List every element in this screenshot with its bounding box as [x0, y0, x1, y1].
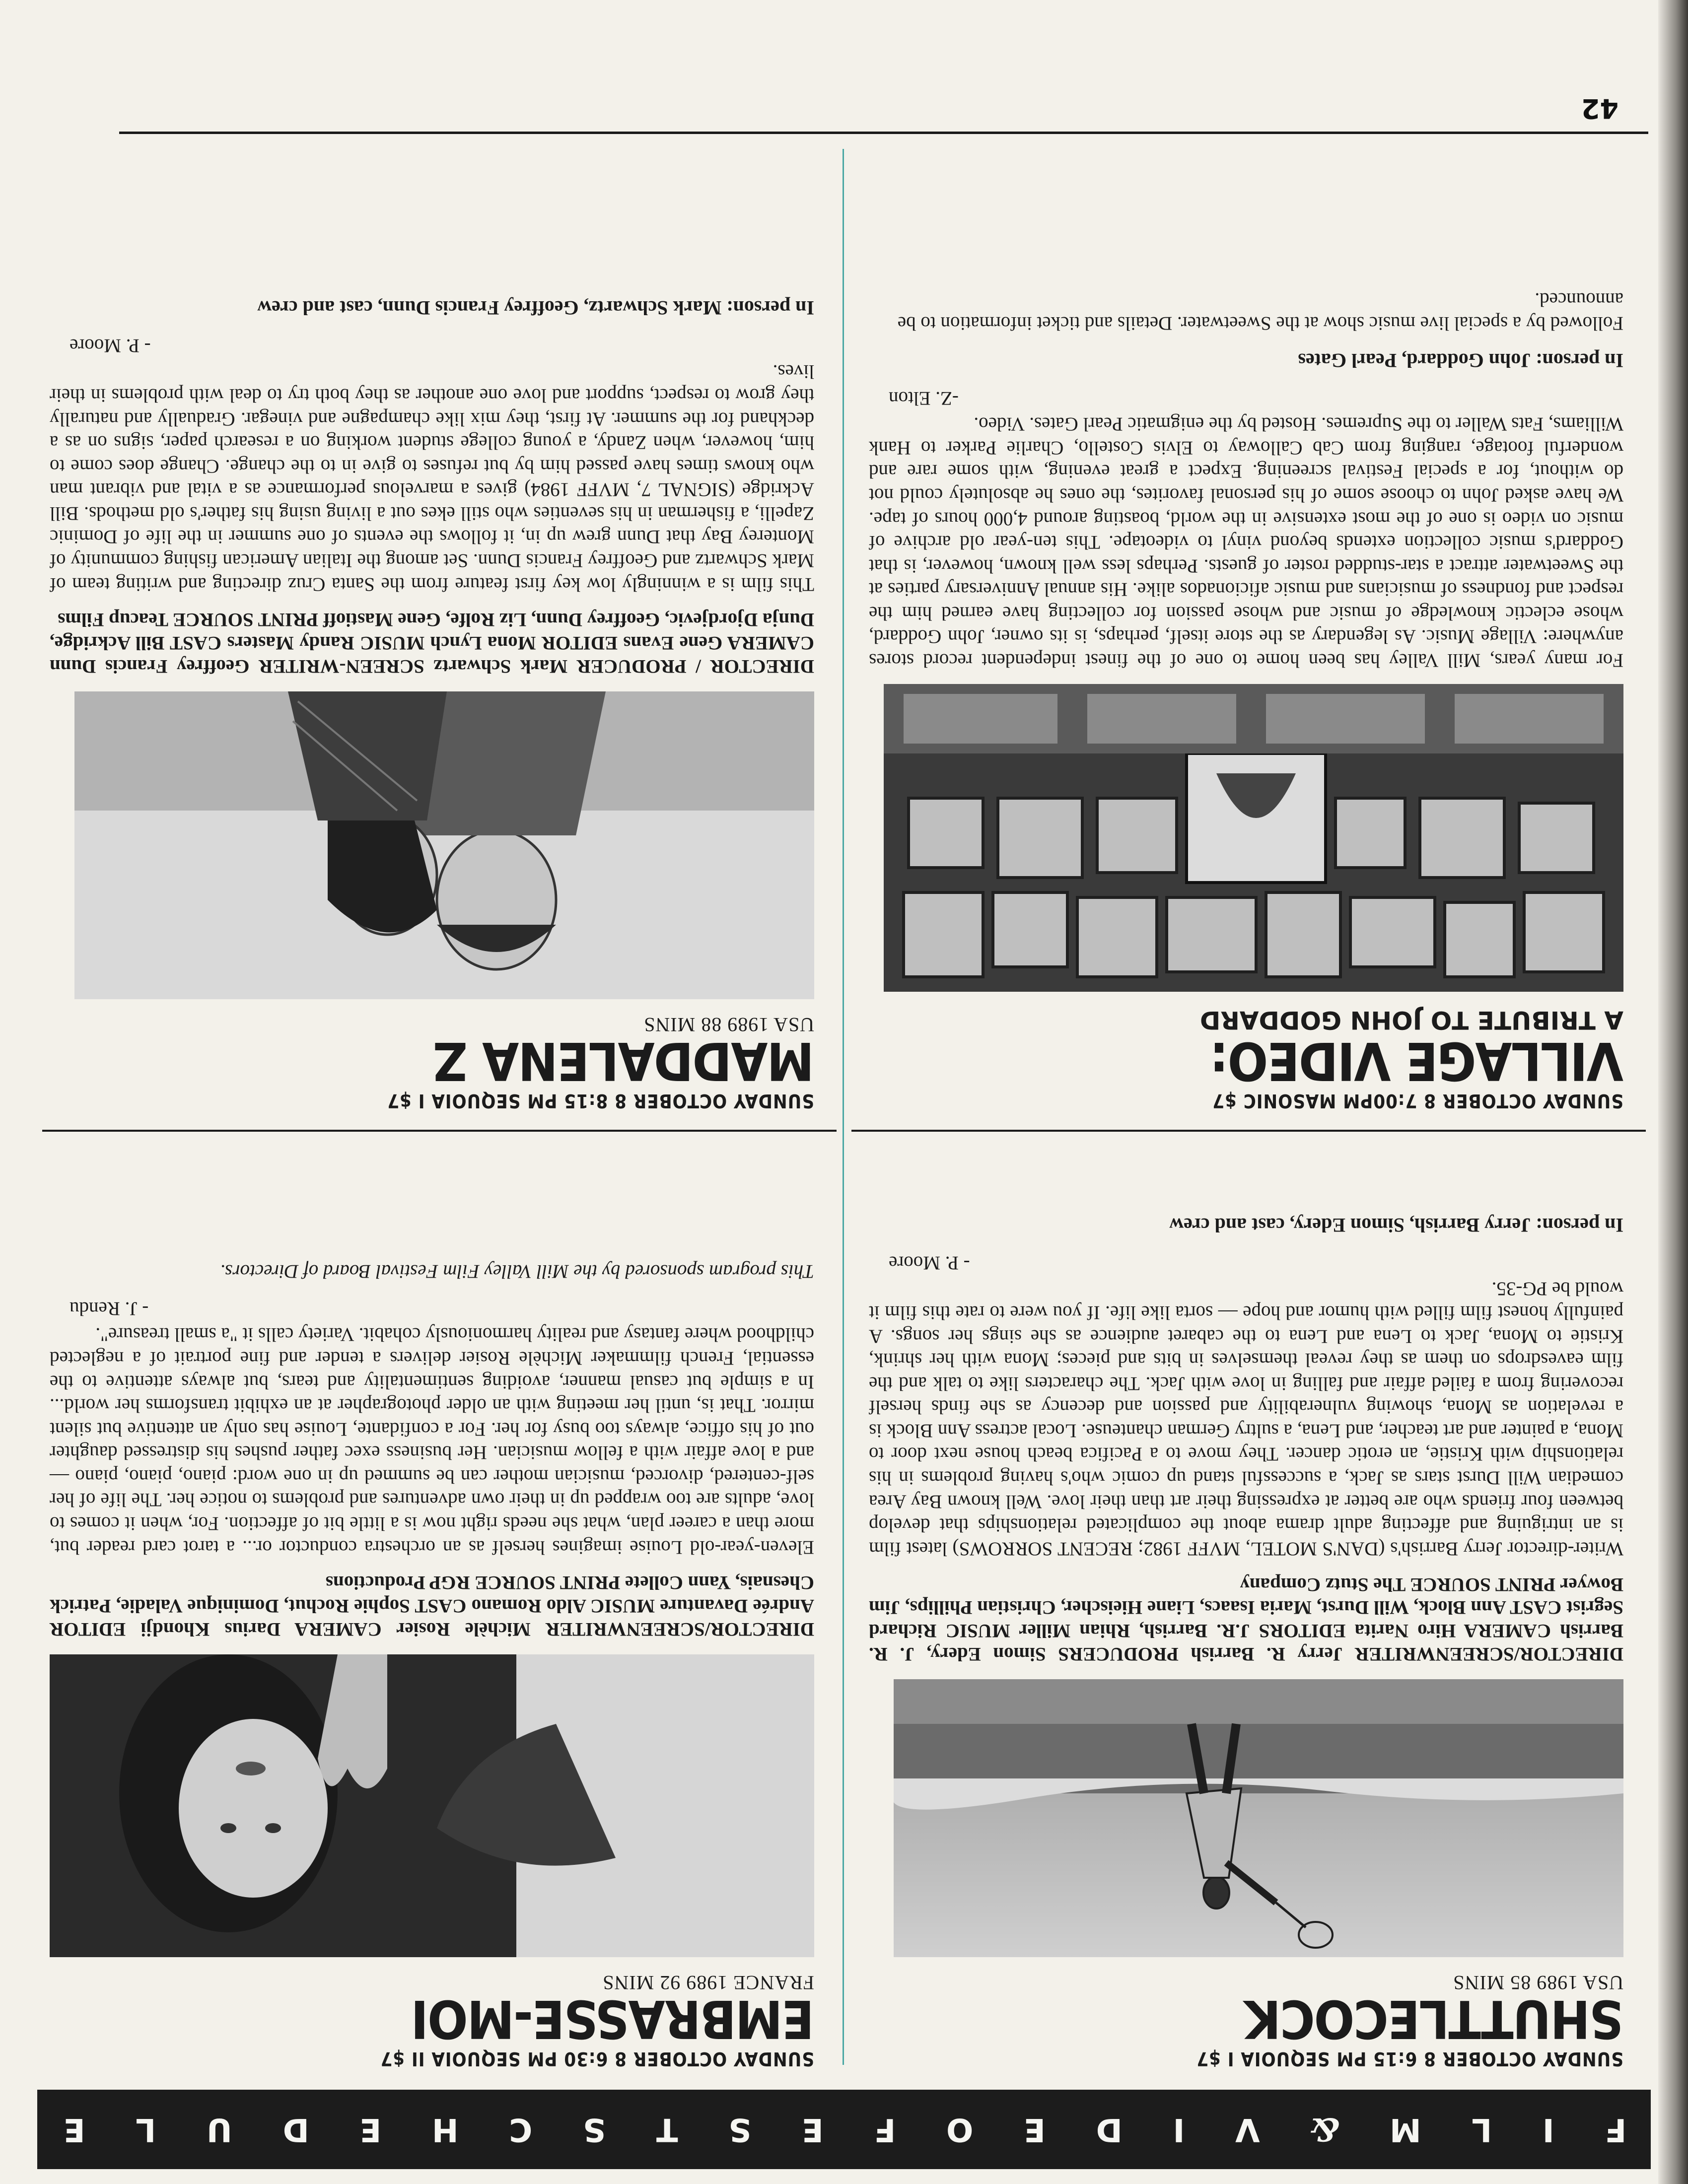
- film-entry-maddalena-z: [50, 296, 814, 1112]
- banner-letter: I: [1171, 2111, 1185, 2148]
- banner-letter: F: [1603, 2111, 1627, 2148]
- banner-letter: E: [61, 2111, 85, 2148]
- banner-letter: E: [800, 2111, 824, 2148]
- girl-portrait-photo: [50, 1654, 814, 1957]
- banner-letter: S: [580, 2111, 606, 2148]
- festival-schedule-banner: [37, 2090, 1651, 2169]
- film-meta: FRANCE 1989 92 MINS: [602, 1972, 814, 1994]
- banner-letter: E: [357, 2111, 382, 2148]
- reviewer-byline: - P. Moore: [70, 335, 151, 356]
- row-divider: [851, 1130, 1646, 1132]
- banner-letter: V: [1233, 2111, 1260, 2148]
- showtime: SUNDAY OCTOBER 8 7:00PM MASONIC $7: [1212, 1090, 1623, 1112]
- film-meta: USA 1989 88 MINS: [643, 1014, 814, 1036]
- banner-letter: F: [872, 2111, 896, 2148]
- reviewer-byline: -Z. Elton: [889, 387, 959, 409]
- film-subtitle: A TRIBUTE TO JOHN GODDARD: [1199, 1006, 1623, 1034]
- banner-letter: T: [654, 2111, 678, 2148]
- in-person-guests: In person: Jerry Barrish, Simon Edery, cast and crew: [1169, 1214, 1623, 1236]
- footer-rule: [119, 132, 1648, 134]
- banner-letter: I: [1540, 2111, 1554, 2148]
- film-synopsis: Eleven-year-old Louise imagines herself as an orchestra conductor or... a tarot card reader but, more than a career plan, what she needs right now is a little bit of affection. For, when it comes to love, adults are too wrapped up in their own adventures and problems to notice her. The life of her self-centered, divorced, musician mother can be summed up in one word: piano, piano, piano — and a love affair with a fellow musician. Her business exec father pushes his distressed daughter out of his office, always too busy for her. For a confidante, Louise has only an attentive but silent mirror. That is, until her meeting with an older photographer at an exhibit transforms her world... In a simple but casual manner, avoiding sentimentality and tears, but always attentive to the essential, French filmmaker Michèle Rosier delivers a tender and fine portrait of a neglected childhood where fantasy and reality harmoniously cohabit. Variety calls it "a small treasure".: [50, 1324, 814, 1558]
- film-credits: DIRECTOR/SCREENWRITER Jerry R. Barrish PRODUCERS Simon Edery, J. R. Barrish CAMERA Hiro Narita EDITORS J.R. Barrish, Rhian Miller MUSIC Richard Segrist CAST Ann Block, Will Durst, Maria Isaacs, Liane Hieischer, Christian Phillips, Jim Bowyer PRINT SOURCE The Stutz Company: [869, 1573, 1623, 1665]
- record-store-photo: [884, 684, 1623, 992]
- showtime: SUNDAY OCTOBER 8 6:15 PM SEQUOIA I $7: [1196, 2048, 1623, 2070]
- banner-letter: E: [1022, 2111, 1046, 2148]
- banner-letter: O: [944, 2111, 974, 2148]
- page-edge-shadow: [1658, 0, 1688, 2184]
- banner-letter: C: [507, 2111, 533, 2148]
- badminton-player-photo: [894, 1679, 1623, 1957]
- banner-letter: H: [429, 2111, 459, 2148]
- followup-note: Followed by a special live music show at the Sweetwater. Details and ticket information to be announced.: [897, 289, 1623, 334]
- row-divider: [42, 1130, 837, 1132]
- banner-letter: &: [1308, 2111, 1339, 2148]
- banner-letter: M: [1387, 2111, 1421, 2148]
- banner-letter: D: [1094, 2111, 1123, 2148]
- banner-letter: L: [1470, 2111, 1492, 2148]
- column-divider: [843, 149, 844, 2065]
- film-title: MADDALENA Z: [434, 1030, 814, 1092]
- in-person-guests: In person: John Goddard, Pearl Gates: [1298, 349, 1623, 372]
- film-synopsis: Writer-director Jerry Barrish's (DAN'S MOTEL, MVFF 1982; RECENT SORROWS) latest film is an intriguing and affecting adult drama about the complicated relationships that develop between four friends who are better at expressing their art than their love. Well known Bay Area comedian Will Durst stars as Jack, a successful stand up comic who's having problems in his relationship with Kristie, an erotic dancer. They move to a Pacifica beach house next door to Mona, a painter and art teacher, and Lena, a sultry German chanteuse. Local actress Ann Block is a revelation as Mona, showing vulnerability and passion and decency as she finds herself recovering from a failed affair and falling in love with Jack. The characters like to talk and the film eavesdrops on them as they reveal themselves in bits and pieces; Mona with her shrink, Kristie to Mona, Jack to Lena and Lena to the cabaret audience as she sings her songs. A painfully honest film filled with humor and hope — sorta like life. If you were to rate this film it would be PG-35.: [869, 1278, 1623, 1560]
- film-meta: USA 1989 85 MINS: [1453, 1972, 1623, 1994]
- film-synopsis: This film is a winningly low key first feature from the Santa Cruz directing and writing team of Mark Schwartz and Geoffrey Francis Dunn. Set among the Italian American fishing community of Monterey Bay that Dunn grew up in, it follows the events of one summer in the life of Dominic Zapelli, a fisherman in his seventies who still ekes out a living using his father's old methods. Bill Ackridge (SIGNAL 7, MVFF 1984) gives a marvelous performance as a vital and vibrant man who knows times have passed him by but refuses to give in to the change. Change does come to him, however, when Zandy, a young college student working on a research paper, signs on as a deckhand for the summer. At first, they mix like champagne and vinegar. Gradually and naturally they grow to respect, support and love one another as they both try to deal with problems in their lives.: [50, 361, 814, 595]
- banner-letter: L: [134, 2111, 156, 2148]
- film-credits: DIRECTOR / PRODUCER Mark Schwartz SCREEN-WRITER Geoffrey Francis Dunn CAMERA Gene Evans EDITOR Mona Lynch MUSIC Randy Masters CAST Bill Ackridge, Dunja Djordjevic, Geoffrey Dunn, Liz Rolfe, Gene Mastioff PRINT SOURCE Teacup Films: [50, 609, 814, 677]
- film-title: EMBRASSE-MOI: [412, 1988, 814, 2049]
- banner-letter: S: [726, 2111, 752, 2148]
- film-title: SHUTTLECOCK: [1245, 1988, 1623, 2049]
- showtime: SUNDAY OCTOBER 8 6:30 PM SEQUOIA II $7: [380, 2048, 814, 2070]
- reviewer-byline: - J. Rendu: [70, 1297, 149, 1319]
- sponsor-note: This program sponsored by the Mill Valley Film Festival Board of Directors.: [220, 1260, 814, 1282]
- film-synopsis: For many years, Mill Valley has been home to one of the finest independent record stores anywhere: Village Music. As legendary as the store itself, perhaps, is its owner, John Goddard, whose eclectic knowledge of music and whose passion for collecting have earned him the respect and fondness of musicians and music aficionados alike. His annual Anniversary parties at the Sweetwater attract a star-studded roster of guests. Perhaps less well known, however, is that Goddard's music collection extends beyond vinyl to videotape. This ten-year old archive of music on video is one of the most extensive in the world, boasting around 4,000 hours of tape. We have asked John to choose some of his personal favorites, the ones he absolutely could not do without, for a special Festival screening. Expect a great evening, with some rare and wonderful footage, ranging from Cab Calloway to Elvis Costello, Charlie Parker to Hank Williams, Fats Waller to the Supremes. Hosted by the enigmatic Pearl Gates. Video.: [869, 413, 1623, 671]
- banner-letter: U: [204, 2111, 232, 2148]
- film-credits: DIRECTOR/SCREENWRITER Michèle Rosier CAMERA Darius Khondji EDITOR Andrée Davanture MUSIC Aldo Romano CAST Sophie Rochut, Dominique Valadie, Patrick Chesnais, Yann Collete PRINT SOURCE RGP Productions: [50, 1572, 814, 1640]
- showtime: SUNDAY OCTOBER 8 8:15 PM SEQUOIA I $7: [387, 1090, 814, 1112]
- banner-letter: D: [281, 2111, 309, 2148]
- film-entry-embrasse-moi: [50, 1260, 814, 2070]
- page-number: 42: [1581, 93, 1618, 124]
- film-entry-shuttlecock: [869, 1214, 1623, 2070]
- in-person-guests: In person: Mark Schwartz, Geoffrey Francis Dunn, cast and crew: [257, 296, 814, 319]
- couple-photo: [74, 691, 814, 999]
- reviewer-byline: - P. Moore: [889, 1252, 970, 1274]
- film-title: VILLAGE VIDEO:: [1210, 1030, 1623, 1092]
- film-entry-village-video: [869, 287, 1623, 1112]
